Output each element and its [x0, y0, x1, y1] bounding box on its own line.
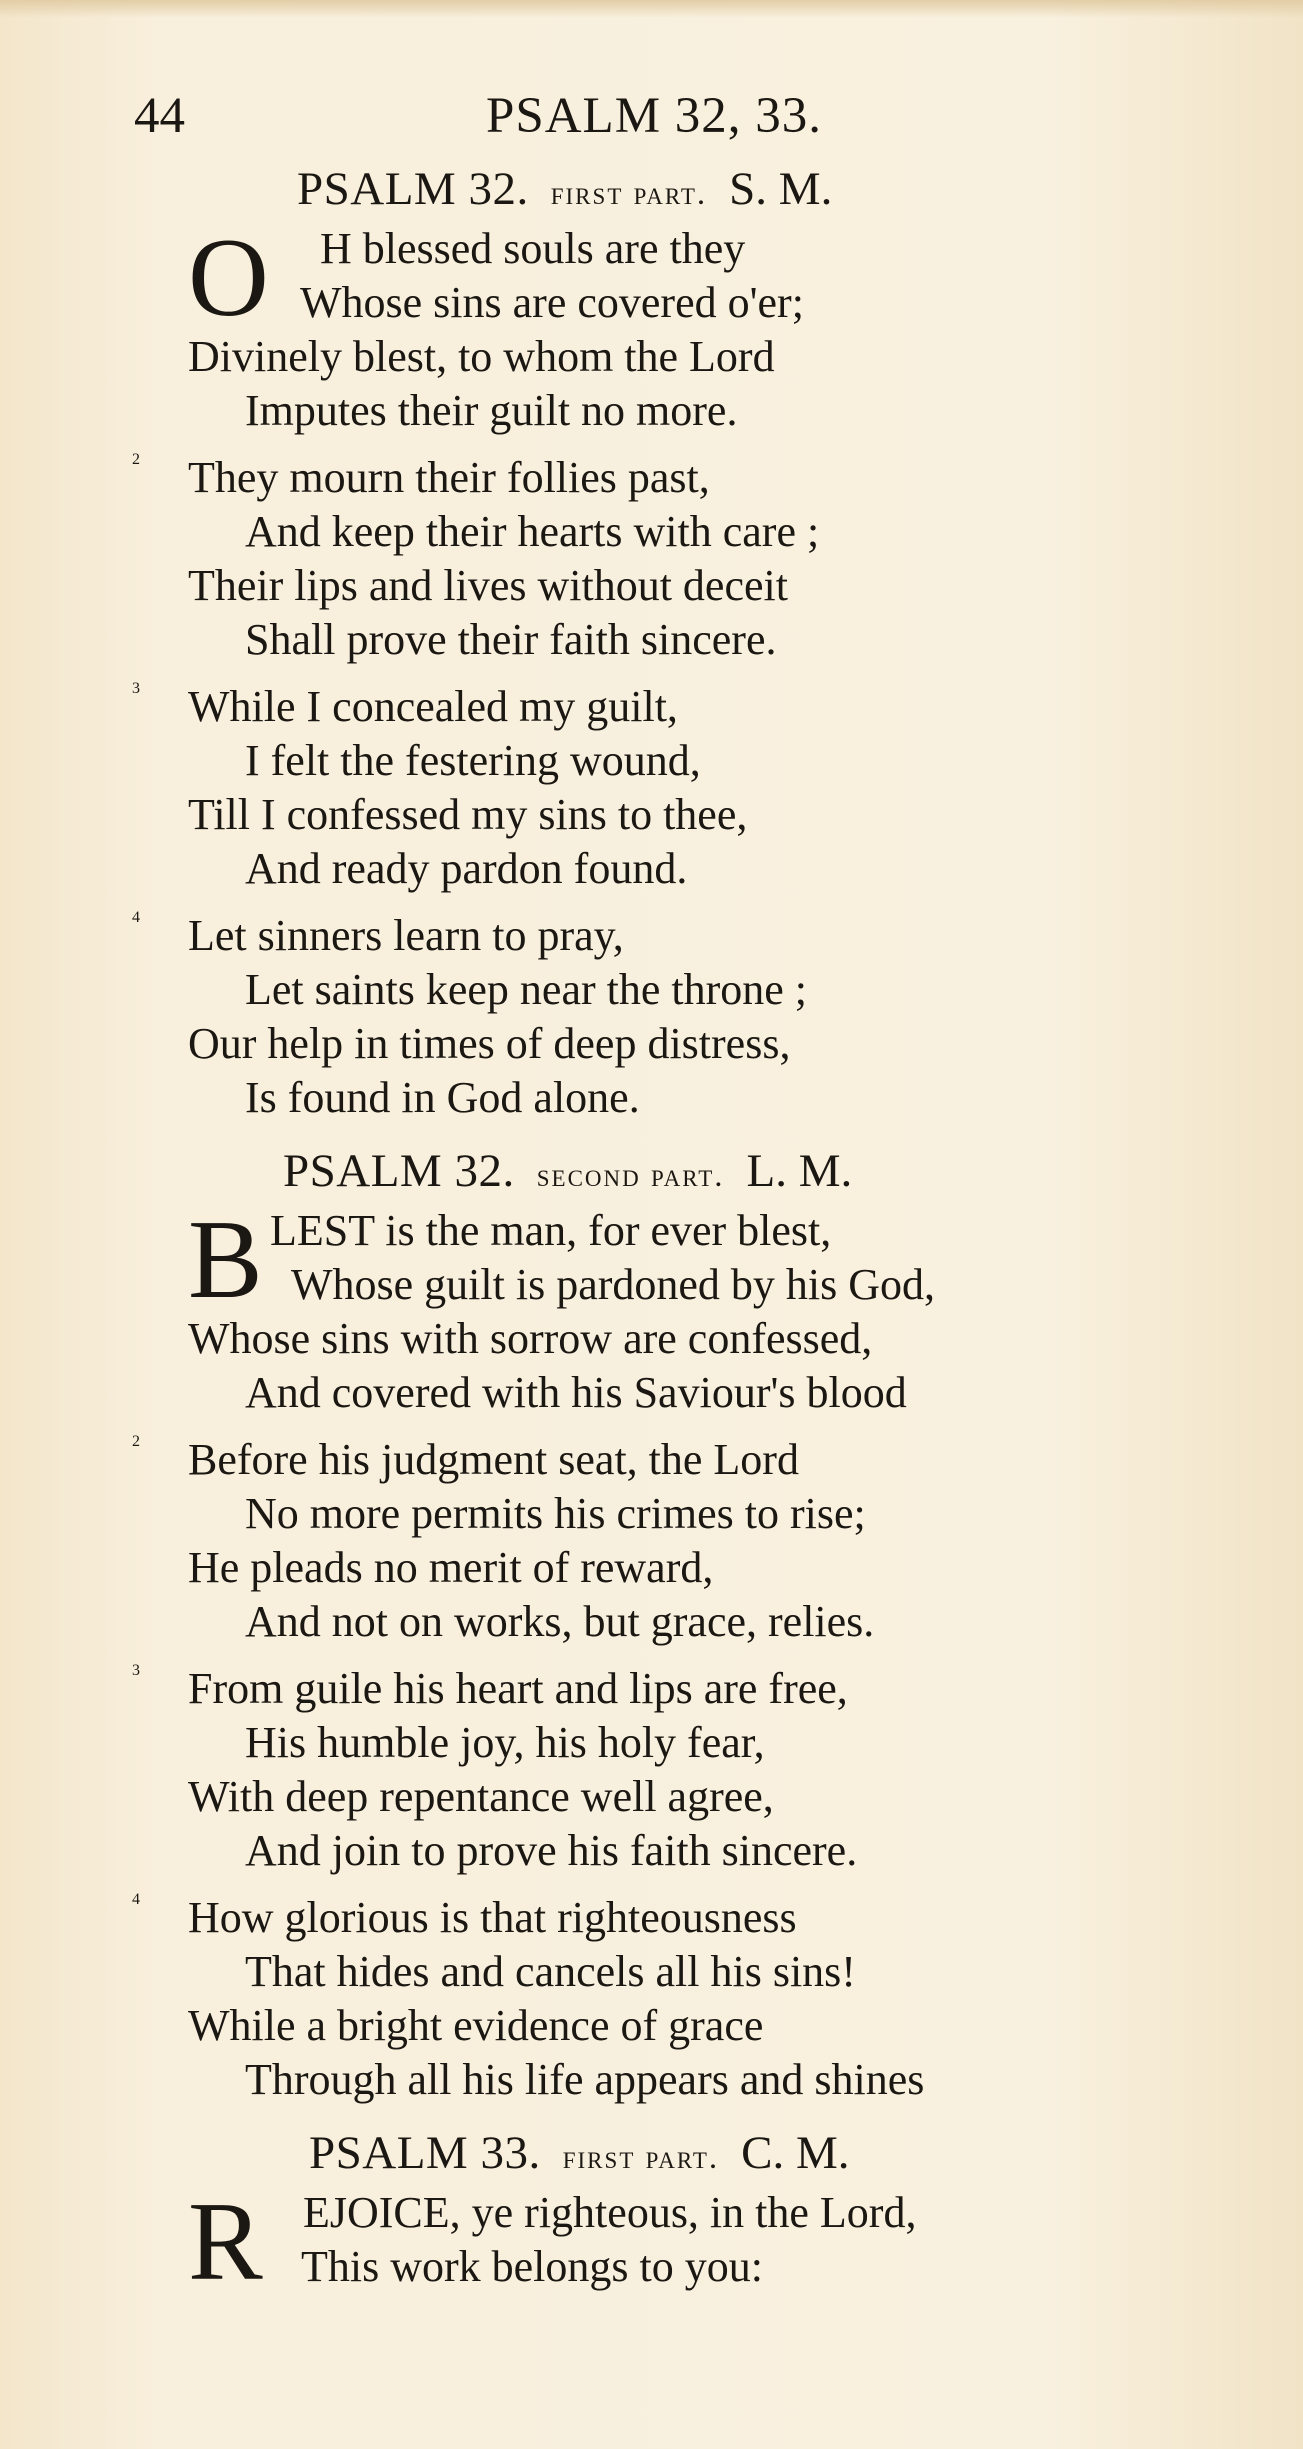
verse-line: Let sinners learn to pray, — [188, 911, 624, 960]
verse-line: No more permits his crimes to rise; — [245, 1489, 866, 1538]
verse-line: Whose sins with sorrow are confessed, — [188, 1314, 873, 1363]
section-part: first part. — [562, 2140, 720, 2176]
verse-number: 2 — [132, 1433, 140, 1450]
verse-line: While I concealed my guilt, — [188, 682, 678, 731]
page-number: 44 — [134, 88, 185, 144]
stanza — [0, 1662, 1303, 1878]
section-meter: C. M. — [741, 2127, 850, 2179]
section-title: PSALM 33. — [309, 2127, 541, 2179]
verse-line: And join to prove his faith sincere. — [245, 1826, 858, 1875]
verse-line: Let saints keep near the throne ; — [245, 965, 808, 1014]
verse-line: From guile his heart and lips are free, — [188, 1664, 848, 1713]
verse-line: And keep their hearts with care ; — [245, 507, 820, 556]
drop-cap: B — [188, 1198, 263, 1322]
verse-line: They mourn their follies past, — [188, 453, 710, 502]
stanza — [0, 216, 1303, 438]
section-meter: S. M. — [729, 163, 833, 215]
section-part: second part. — [536, 1158, 725, 1194]
verse-line: LEST is the man, for ever blest, — [270, 1206, 832, 1255]
page-edge-shadow — [0, 0, 1303, 18]
verse-number: 3 — [132, 680, 140, 697]
psalm-section — [0, 2120, 1303, 2304]
section-meter: L. M. — [746, 1145, 853, 1197]
verse-line: He pleads no merit of reward, — [188, 1543, 714, 1592]
verse-line: Their lips and lives without deceit — [188, 561, 788, 610]
stanza — [0, 1198, 1303, 1420]
section-heading — [0, 2120, 1303, 2186]
verse-line: Before his judgment seat, the Lord — [188, 1435, 799, 1484]
verse-line: While a bright evidence of grace — [188, 2001, 764, 2050]
verse-number: 4 — [132, 909, 140, 926]
stanza — [0, 680, 1303, 896]
stanza — [0, 909, 1303, 1125]
drop-cap: R — [188, 2180, 263, 2304]
page-body — [0, 156, 1303, 2307]
section-heading — [0, 1138, 1303, 1204]
running-head — [0, 86, 1303, 146]
verse-number: 4 — [132, 1891, 140, 1908]
verse-line: And not on works, but grace, relies. — [245, 1597, 875, 1646]
section-title: PSALM 32. — [297, 163, 529, 215]
section-part: first part. — [550, 176, 708, 212]
verse-line: Is found in God alone. — [245, 1073, 640, 1122]
verse-line: How glorious is that righteousness — [188, 1893, 797, 1942]
verse-line: And covered with his Saviour's blood — [245, 1368, 907, 1417]
stanza — [0, 1433, 1303, 1649]
verse-line: That hides and cancels all his sins! — [245, 1947, 856, 1996]
verse-line: Till I confessed my sins to thee, — [188, 790, 748, 839]
verse-line: Shall prove their faith sincere. — [245, 615, 777, 664]
verse-line: His humble joy, his holy fear, — [245, 1718, 765, 1767]
stanza — [0, 2180, 1303, 2304]
verse-line: Divinely blest, to whom the Lord — [188, 332, 775, 381]
verse-line: And ready pardon found. — [245, 844, 688, 893]
verse-line: This work belongs to you: — [301, 2242, 763, 2291]
stanza — [0, 1891, 1303, 2107]
drop-cap: O — [188, 216, 269, 340]
verse-number: 3 — [132, 1662, 140, 1679]
section-title: PSALM 32. — [283, 1145, 515, 1197]
verse-number: 2 — [132, 451, 140, 468]
stanza — [0, 451, 1303, 667]
running-title: PSALM 32, 33. — [486, 88, 823, 144]
psalm-section — [0, 156, 1303, 1125]
verse-line: H blessed souls are they — [320, 224, 746, 273]
verse-line: Whose sins are covered o'er; — [300, 278, 804, 327]
verse-line: Whose guilt is pardoned by his God, — [291, 1260, 936, 1309]
verse-line: Through all his life appears and shines — [245, 2055, 925, 2104]
verse-line: EJOICE, ye righteous, in the Lord, — [303, 2188, 917, 2237]
verse-line: Our help in times of deep distress, — [188, 1019, 791, 1068]
section-heading — [0, 156, 1303, 222]
psalm-section — [0, 1138, 1303, 2107]
verse-line: Imputes their guilt no more. — [245, 386, 738, 435]
verse-line: I felt the festering wound, — [245, 736, 701, 785]
verse-line: With deep repentance well agree, — [188, 1772, 774, 1821]
